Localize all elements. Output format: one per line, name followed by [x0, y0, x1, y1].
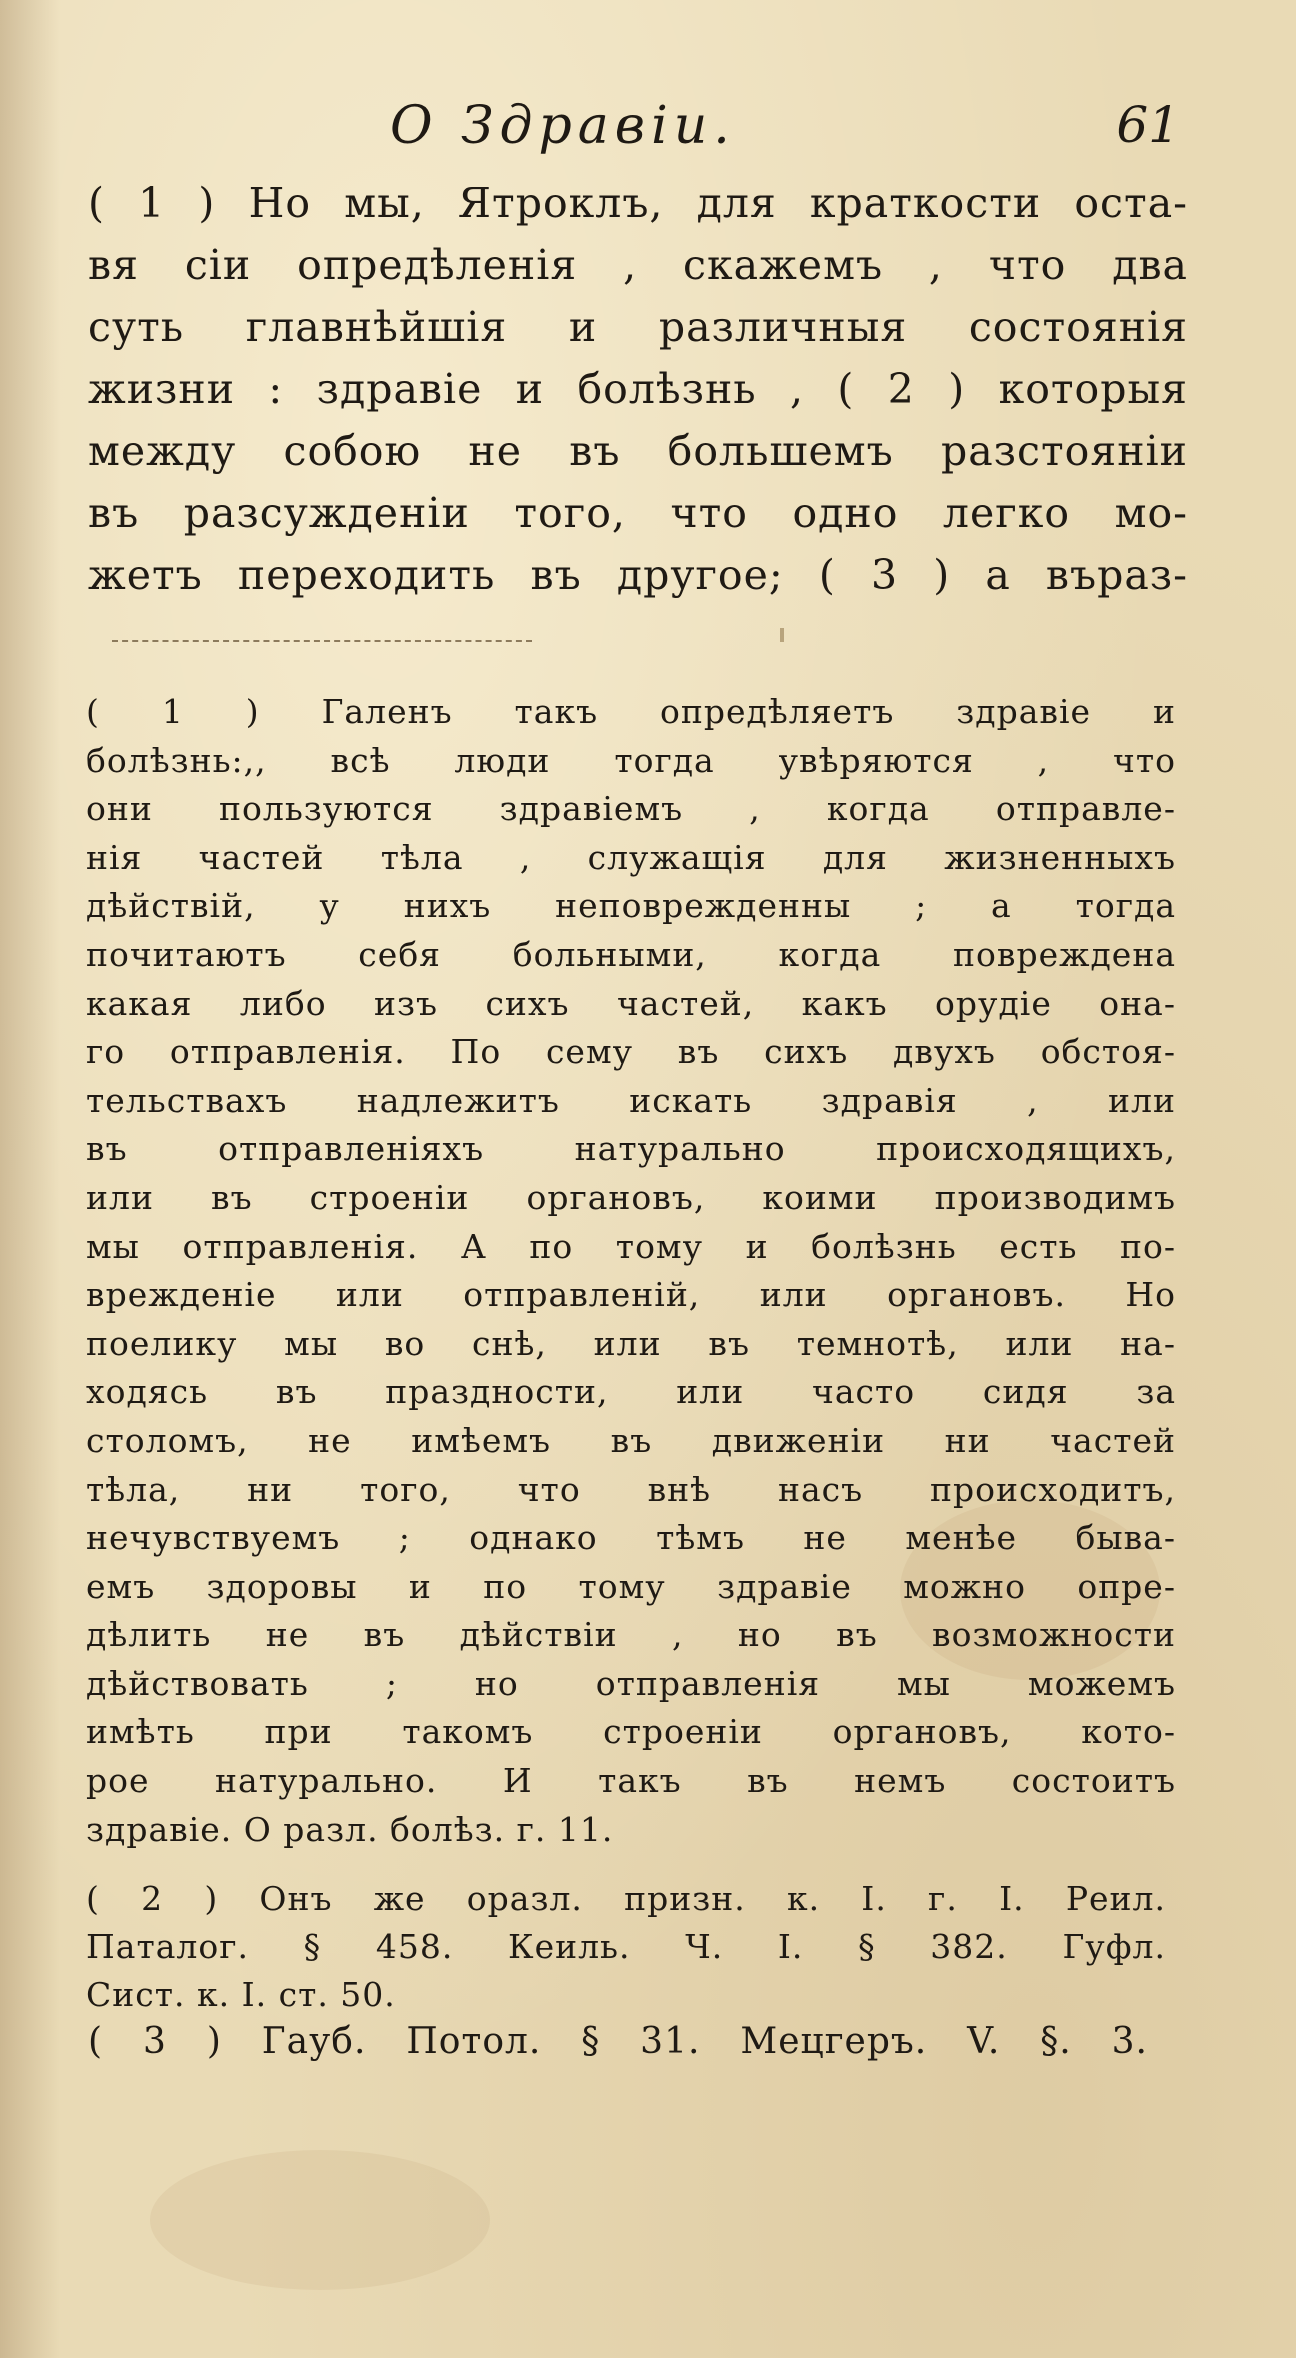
separator-mark	[780, 628, 784, 642]
page-number: 61	[1116, 96, 1180, 154]
footnote-2	[86, 1875, 1166, 2019]
main-text-line: въ разсужденіи того, что одно легко мо-	[88, 489, 1188, 537]
footnote-line: почитаютъ себя больными, когда повреждена	[86, 934, 1176, 974]
footnote-line: столомъ, не имѣемъ въ движеніи ни частей	[86, 1420, 1176, 1460]
footnote-separator	[112, 640, 532, 642]
footnote-line: Сист. к. I. ст. 50.	[86, 1975, 396, 2014]
footnote-line: дѣлить не въ дѣйствіи , но въ возможности	[86, 1615, 1176, 1655]
footnote-line: нія частей тѣла , служащія для жизненныхъ	[86, 837, 1176, 877]
footnote-line: го отправленія. По сему въ сихъ двухъ обстоя-	[86, 1032, 1176, 1072]
footnote-1	[86, 688, 1176, 1854]
footnote-line: мы отправленія. А по тому и болѣзнь есть по-	[86, 1226, 1176, 1266]
footnote-line: или въ строеніи органовъ, коими производимъ	[86, 1177, 1176, 1217]
footnote-line: ( 2 ) Онъ же оразл. призн. к. I. г. I. Реил.	[86, 1879, 1166, 1918]
footnote-3	[88, 2018, 1148, 2066]
page-header	[90, 96, 1180, 166]
footnote-line: тѣла, ни того, что внѣ насъ происходитъ,	[86, 1469, 1176, 1509]
footnote-line: тельствахъ надлежитъ искать здравія , или	[86, 1080, 1176, 1120]
main-text-line: вя сіи опредѣленія , скажемъ , что два	[88, 241, 1188, 289]
footnote-line: ( 1 ) Галенъ такъ опредѣляетъ здравіе и	[86, 692, 1176, 731]
main-text-block	[88, 172, 1188, 606]
running-title: О Здравіи.	[390, 96, 736, 156]
page-spine-shadow	[0, 0, 60, 2358]
footnote-line: врежденіе или отправленій, или органовъ. Но	[86, 1275, 1176, 1315]
main-text-line: ( 1 ) Но мы, Ятроклъ, для краткости оста-	[88, 179, 1188, 227]
footnote-line: какая либо изъ сихъ частей, какъ орудіе она-	[86, 983, 1176, 1023]
footnote-line: ( 3 ) Гауб. Потол. § 31. Мецгеръ. V. §. 3.	[88, 2021, 1148, 2062]
footnote-line: дѣйствій, у нихъ неповрежденны ; а тогда	[86, 886, 1176, 926]
footnote-line: имѣть при такомъ строеніи органовъ, кото-	[86, 1712, 1176, 1752]
footnote-line: нечувствуемъ ; однако тѣмъ не менѣе быва-	[86, 1518, 1176, 1558]
footnote-line: поелику мы во снѣ, или въ темнотѣ, или на-	[86, 1323, 1176, 1363]
footnote-line: емъ здоровы и по тому здравіе можно опре-	[86, 1566, 1176, 1606]
footnote-line: Паталог. § 458. Кеиль. Ч. I. § 382. Гуфл.	[86, 1927, 1166, 1966]
footnote-line: ходясь въ праздности, или часто сидя за	[86, 1372, 1176, 1412]
paper-stain	[150, 2150, 490, 2290]
footnote-line: рое натурально. И такъ въ немъ состоитъ	[86, 1761, 1176, 1801]
footnote-line: болѣзнь:,, всѣ люди тогда увѣряются , что	[86, 740, 1176, 780]
footnote-line: здравіе. О разл. болѣз. г. 11.	[86, 1809, 614, 1849]
footnote-line: они пользуются здравіемъ , когда отправле-	[86, 789, 1176, 829]
main-text-line: жетъ переходить въ другое; ( 3 ) а въраз-	[88, 551, 1188, 599]
main-text-line: суть главнѣйшія и различныя состоянія	[88, 303, 1188, 351]
footnote-line: въ отправленіяхъ натурально происходящихъ,	[86, 1129, 1176, 1169]
footnote-line: дѣйствовать ; но отправленія мы можемъ	[86, 1663, 1176, 1703]
main-text-line: между собою не въ большемъ разстояніи	[88, 427, 1188, 475]
main-text-line: жизни : здравіе и болѣзнь , ( 2 ) которыя	[88, 365, 1188, 413]
